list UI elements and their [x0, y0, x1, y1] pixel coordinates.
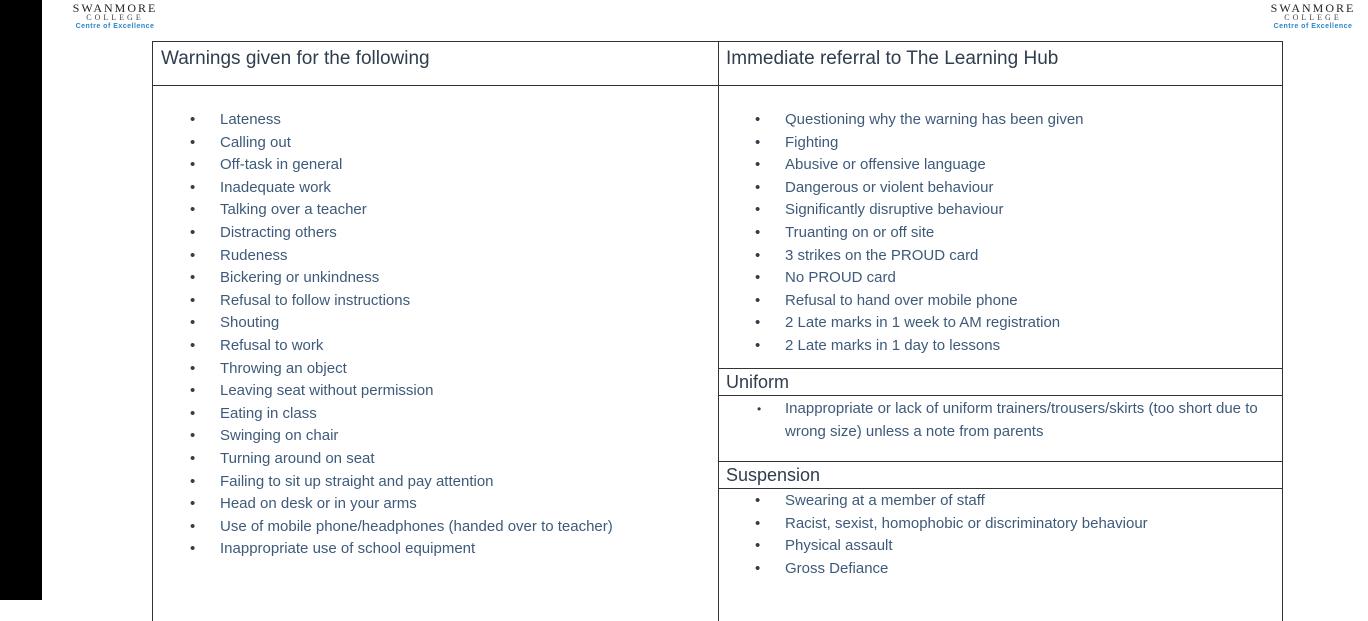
list-item: • Talking over a teacher	[153, 199, 613, 222]
college-logo-right	[1258, 2, 1368, 31]
list-item: • Refusal to follow instructions	[153, 290, 613, 313]
list-item: • Significantly disruptive behaviour	[718, 199, 1084, 222]
list-item: • Turning around on seat	[153, 448, 613, 471]
suspension-title: Suspension	[718, 462, 1283, 489]
list-item: • Abusive or offensive language	[718, 154, 1084, 177]
list-item: • Lateness	[153, 109, 613, 132]
logo-name: SWANMORE	[1270, 1, 1356, 15]
list-item: • Shouting	[153, 312, 613, 335]
list-item: • Questioning why the warning has been given	[718, 109, 1084, 132]
behaviour-table	[152, 41, 1283, 621]
logo-tagline: Centre of Excellence	[75, 23, 155, 30]
list-item: • Head on desk or in your arms	[153, 493, 613, 516]
list-item: • Truanting on or off site	[718, 222, 1084, 245]
uniform-item: • Inappropriate or lack of uniform trainers/trousers/skirts (too short due to wrong size) unless a note from parents	[718, 396, 1283, 443]
referral-column	[718, 42, 1283, 621]
referral-title: Immediate referral to The Learning Hub	[718, 42, 1283, 86]
list-item: • Inappropriate use of school equipment	[153, 538, 613, 561]
logo-tagline: Centre of Excellence	[1273, 23, 1353, 30]
list-item: • Distracting others	[153, 222, 613, 245]
uniform-title: Uniform	[718, 369, 1283, 396]
logo-sub: COLLEGE	[86, 13, 144, 22]
list-item: • 2 Late marks in 1 week to AM registration	[718, 312, 1084, 335]
warnings-list	[153, 109, 613, 561]
list-item: • Refusal to work	[153, 335, 613, 358]
list-item: • Rudeness	[153, 245, 613, 268]
list-item: • Leaving seat without permission	[153, 380, 613, 403]
list-item: • Dangerous or violent behaviour	[718, 177, 1084, 200]
list-item: • Inadequate work	[153, 177, 613, 200]
list-item: • 3 strikes on the PROUD card	[718, 245, 1084, 268]
college-logo	[60, 2, 170, 31]
list-item: • Fighting	[718, 132, 1084, 155]
logo-name: SWANMORE	[72, 1, 158, 15]
list-item: • Use of mobile phone/headphones (handed over to teacher)	[153, 516, 613, 539]
logo-sub: COLLEGE	[1284, 13, 1342, 22]
list-item: • Physical assault	[718, 535, 1148, 558]
list-item: • Eating in class	[153, 403, 613, 426]
list-item: • Swearing at a member of staff	[718, 490, 1148, 513]
suspension-list	[718, 490, 1148, 580]
suspension-section	[718, 461, 1283, 577]
referral-list	[718, 109, 1084, 358]
list-item: • Swinging on chair	[153, 425, 613, 448]
warnings-title: Warnings given for the following	[153, 42, 718, 86]
list-item: • Gross Defiance	[718, 558, 1148, 581]
uniform-section	[718, 368, 1283, 443]
list-item: • Failing to sit up straight and pay attention	[153, 471, 613, 494]
list-item: • Off-task in general	[153, 154, 613, 177]
list-item: • Racist, sexist, homophobic or discriminatory behaviour	[718, 513, 1148, 536]
list-item: • No PROUD card	[718, 267, 1084, 290]
warnings-column	[153, 42, 719, 621]
list-item: • Refusal to hand over mobile phone	[718, 290, 1084, 313]
list-item: • Bickering or unkindness	[153, 267, 613, 290]
list-item: • 2 Late marks in 1 day to lessons	[718, 335, 1084, 358]
list-item: • Calling out	[153, 132, 613, 155]
list-item: • Throwing an object	[153, 358, 613, 381]
left-dark-margin	[0, 0, 42, 600]
